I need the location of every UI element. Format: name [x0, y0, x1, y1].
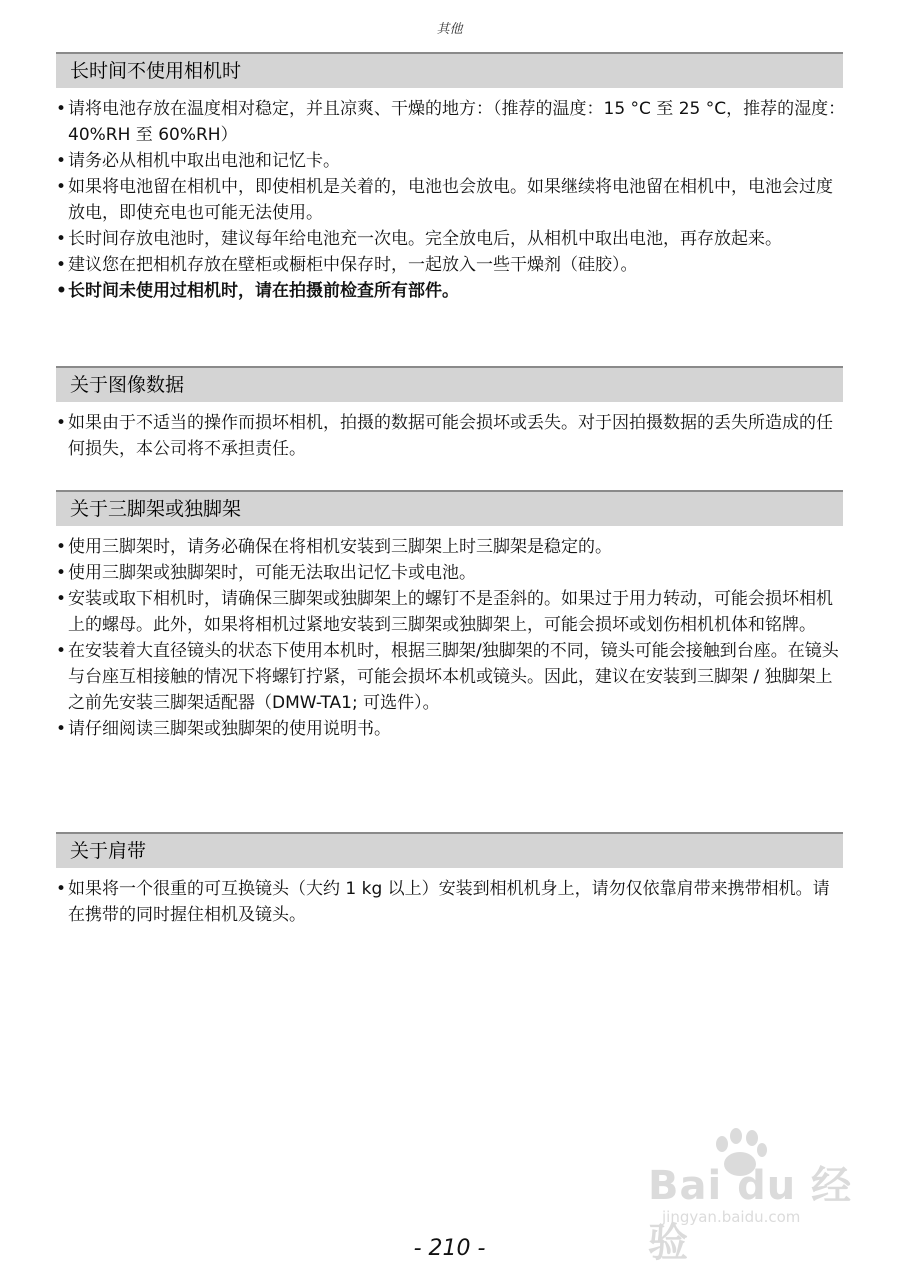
list-item: • 请将电池存放在温度相对稳定，并且凉爽、干燥的地方：（推荐的温度：15 °C 至 25 °C，推荐的湿度： 40%RH 至 60%RH）: [56, 96, 846, 148]
list-item: • 如果将电池留在相机中，即使相机是关着的，电池也会放电。如果继续将电池留在相机中，电池会过度放电，即使充电也可能无法使用。: [56, 174, 846, 226]
list-item: • 如果将一个很重的可互换镜头（大约 1 kg 以上）安装到相机机身上，请勿仅依靠肩带来携带相机。请在携带的同时握住相机及镜头。: [56, 876, 846, 928]
watermark-url: jingyan.baidu.com: [662, 1208, 801, 1226]
list-item: • 使用三脚架或独脚架时，可能无法取出记忆卡或电池。: [56, 560, 846, 586]
baidu-watermark: [640, 1140, 870, 1266]
section-heading-image-data: 关于图像数据: [56, 366, 843, 402]
bullet-list-storage: [56, 96, 846, 304]
list-item: • 在安装着大直径镜头的状态下使用本机时，根据三脚架/独脚架的不同，镜头可能会接触到台座。在镜头与台座互相接触的情况下将螺钉拧紧，可能会损坏本机或镜头。因此，建议在安装到三脚架 / 独脚架上之前先安装三脚架适配器（DMW-TA1; 可选件）。: [56, 638, 846, 716]
list-item: • 使用三脚架时，请务必确保在将相机安装到三脚架上时三脚架是稳定的。: [56, 534, 846, 560]
list-item: • 长时间存放电池时，建议每年给电池充一次电。完全放电后，从相机中取出电池，再存放起来。: [56, 226, 846, 252]
running-header: 其他: [436, 22, 463, 37]
list-item: • 建议您在把相机存放在壁柜或橱柜中保存时，一起放入一些干燥剂（硅胶）。: [56, 252, 846, 278]
list-item: • 长时间未使用过相机时，请在拍摄前检查所有部件。: [56, 278, 846, 304]
list-item: • 请务必从相机中取出电池和记忆卡。: [56, 148, 846, 174]
section-heading-strap: 关于肩带: [56, 832, 843, 868]
section-heading-tripod: 关于三脚架或独脚架: [56, 490, 843, 526]
watermark-logo-text: Bai du 经验: [648, 1163, 853, 1266]
bullet-list-image-data: [56, 410, 846, 462]
section-heading-storage: 长时间不使用相机时: [56, 52, 843, 88]
bullet-list-strap: [56, 876, 846, 928]
list-item: • 如果由于不适当的操作而损坏相机，拍摄的数据可能会损坏或丢失。对于因拍摄数据的丢失所造成的任何损失，本公司将不承担责任。: [56, 410, 846, 462]
bullet-list-tripod: [56, 534, 846, 742]
page-number: - 210 -: [413, 1236, 486, 1261]
list-item: • 安装或取下相机时，请确保三脚架或独脚架上的螺钉不是歪斜的。如果过于用力转动，可能会损坏相机上的螺母。此外，如果将相机过紧地安装到三脚架或独脚架上，可能会损坏或划伤相机机体和铭牌。: [56, 586, 846, 638]
list-item: • 请仔细阅读三脚架或独脚架的使用说明书。: [56, 716, 846, 742]
